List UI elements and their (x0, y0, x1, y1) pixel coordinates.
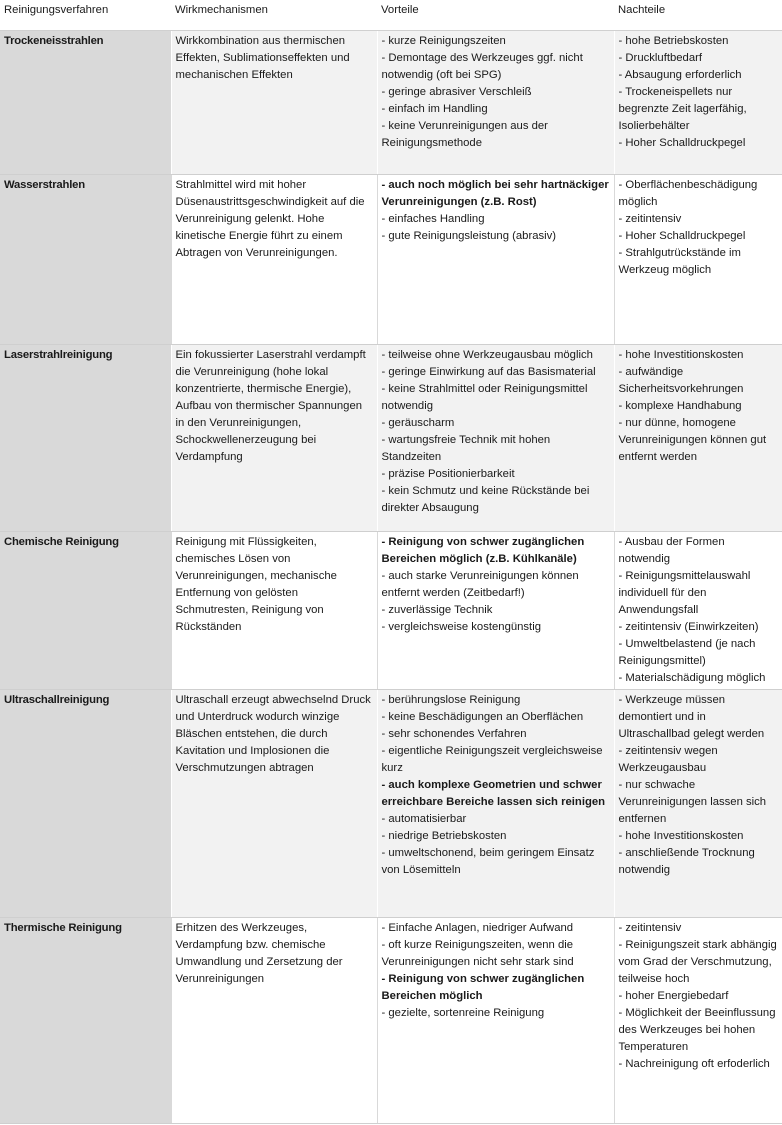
mechanism-cell: Erhitzen des Werkzeuges, Verdampfung bzw. chemische Umwandlung und Zersetzung der Verunreinigungen (171, 917, 377, 1123)
advantage-item: - automatisierbar (381, 812, 467, 825)
disadvantage-item: - Reinigungszeit stark abhängig vom Grad der Verschmutzung, teilweise hoch (618, 938, 777, 985)
disadvantage-item: - Reinigungsmittelauswahl individuell für den Anwendungsfall (618, 569, 751, 616)
disadvantage-item: - Druckluftbedarf (618, 51, 703, 64)
method-name: Trockeneisstrahlen (0, 30, 171, 174)
advantage-item: - eigentliche Reinigungszeit vergleichsweise kurz (381, 744, 603, 774)
advantage-item: - keine Strahlmittel oder Reinigungsmittel notwendig (381, 382, 588, 412)
method-name: Ultraschallreinigung (0, 689, 171, 917)
advantage-item: - einfaches Handling (381, 212, 485, 225)
table-row (0, 531, 782, 689)
advantages-cell (377, 689, 614, 917)
advantage-item: - umweltschonend, beim geringem Einsatz von Lösemitteln (381, 846, 595, 876)
advantage-item: - Reinigung von schwer zugänglichen Bereichen möglich (z.B. Kühlkanäle) (381, 535, 585, 565)
mechanism-cell: Reinigung mit Flüssigkeiten, chemisches Lösen von Verunreinigungen, mechanische Entfernung von gelösten Schmutresten, Reinigung von Rückständen (171, 531, 377, 689)
disadvantages-cell (614, 531, 782, 689)
method-name: Chemische Reinigung (0, 531, 171, 689)
advantage-item: - auch noch möglich bei sehr hartnäckiger Verunreinigungen (z.B. Rost) (381, 178, 609, 208)
disadvantage-item: - Möglichkeit der Beeinflussung des Werkzeuges bei hohen Temperaturen (618, 1006, 776, 1053)
table-row (0, 917, 782, 1123)
disadvantages-cell (614, 30, 782, 174)
mechanism-cell: Ein fokussierter Laserstrahl verdampft die Verunreinigung (hohe lokal konzentrierte, thermische Energie), Aufbau von thermischer Spannungen in den Verunreinigungen, Schockwellenerzeugung bei Verdampfung (171, 344, 377, 531)
disadvantage-item: - hohe Investitionskosten (618, 348, 744, 361)
disadvantages-cell (614, 689, 782, 917)
disadvantage-item: - zeitintensiv (Einwirkzeiten) (618, 620, 759, 633)
disadvantages-cell (614, 917, 782, 1123)
disadvantage-item: - nur dünne, homogene Verunreinigungen können gut entfernt werden (618, 416, 767, 463)
advantage-item: - keine Verunreinigungen aus der Reinigungsmethode (381, 119, 548, 149)
disadvantage-item: - Werkzeuge müssen demontiert und in Ultraschallbad gelegt werden (618, 693, 765, 740)
advantage-item: - präzise Positionierbarkeit (381, 467, 515, 480)
advantage-item: - wartungsfreie Technik mit hohen Standzeiten (381, 433, 551, 463)
table-row (0, 174, 782, 344)
mechanism-cell: Strahlmittel wird mit hoher Düsenaustrittsgeschwindigkeit auf die Verunreinigung gelenkt. Hohe kinetische Energie führt zu einem Abtragen von Verunreinigungen. (171, 174, 377, 344)
header-mechanism: Wirkmechanismen (171, 0, 377, 30)
disadvantage-item: - zeitintensiv wegen Werkzeugausbau (618, 744, 718, 774)
disadvantage-item: - zeitintensiv (618, 921, 682, 934)
header-disadvantages: Nachteile (614, 0, 782, 30)
disadvantage-item: - aufwändige Sicherheitsvorkehrungen (618, 365, 744, 395)
disadvantage-item: - Hoher Schalldruckpegel (618, 136, 746, 149)
header-method: Reinigungsverfahren (0, 0, 171, 30)
disadvantage-item: - Umweltbelastend (je nach Reinigungsmittel) (618, 637, 756, 667)
method-name: Thermische Reinigung (0, 917, 171, 1123)
advantage-item: - Einfache Anlagen, niedriger Aufwand (381, 921, 574, 934)
disadvantage-item: - Oberflächenbeschädigung möglich (618, 178, 758, 208)
disadvantage-item: - Materialschädigung möglich (618, 671, 766, 684)
advantage-item: - kein Schmutz und keine Rückstände bei direkter Absaugung (381, 484, 590, 514)
advantage-item: - keine Beschädigungen an Oberflächen (381, 710, 584, 723)
advantage-item: - einfach im Handling (381, 102, 488, 115)
mechanism-cell: Wirkkombination aus thermischen Effekten, Sublimationseffekten und mechanischen Effekten (171, 30, 377, 174)
disadvantages-cell (614, 174, 782, 344)
disadvantage-item: - anschließende Trocknung notwendig (618, 846, 755, 876)
advantage-item: - auch starke Verunreinigungen können entfernt werden (Zeitbedarf!) (381, 569, 579, 599)
disadvantage-item: - Absaugung erforderlich (618, 68, 742, 81)
advantage-item: - niedrige Betriebskosten (381, 829, 507, 842)
disadvantage-item: - komplexe Handhabung (618, 399, 742, 412)
table-row (0, 689, 782, 917)
disadvantages-cell (614, 344, 782, 531)
advantage-item: - Demontage des Werkzeuges ggf. nicht notwendig (oft bei SPG) (381, 51, 583, 81)
mechanism-cell: Ultraschall erzeugt abwechselnd Druck und Unterdruck wodurch winzige Bläschen entstehen, die durch Kavitation und Implosionen die Verschmutzungen abtragen (171, 689, 377, 917)
advantage-item: - sehr schonendes Verfahren (381, 727, 527, 740)
advantage-item: - vergleichsweise kostengünstig (381, 620, 541, 633)
advantage-item: - oft kurze Reinigungszeiten, wenn die Verunreinigungen nicht sehr stark sind (381, 938, 574, 968)
advantage-item: - gute Reinigungsleistung (abrasiv) (381, 229, 557, 242)
disadvantage-item: - Nachreinigung oft erfoderlich (618, 1057, 770, 1070)
header-row (0, 0, 782, 30)
advantage-item: - zuverlässige Technik (381, 603, 493, 616)
advantages-cell (377, 917, 614, 1123)
table-row (0, 30, 782, 174)
advantage-item: - teilweise ohne Werkzeugausbau möglich (381, 348, 593, 361)
advantage-item: - Reinigung von schwer zugänglichen Bereichen möglich (381, 972, 585, 1002)
advantages-cell (377, 30, 614, 174)
advantage-item: - berührungslose Reinigung (381, 693, 521, 706)
disadvantage-item: - hohe Betriebskosten (618, 34, 729, 47)
table-row (0, 344, 782, 531)
advantage-item: - geringe Einwirkung auf das Basismaterial (381, 365, 596, 378)
advantages-cell (377, 531, 614, 689)
disadvantage-item: - zeitintensiv (618, 212, 682, 225)
advantage-item: - geräuscharm (381, 416, 455, 429)
advantages-cell (377, 344, 614, 531)
advantage-item: - kurze Reinigungszeiten (381, 34, 506, 47)
advantage-item: - gezielte, sortenreine Reinigung (381, 1006, 545, 1019)
method-name: Wasserstrahlen (0, 174, 171, 344)
disadvantage-item: - Strahlgutrückstände im Werkzeug möglich (618, 246, 741, 276)
disadvantage-item: - nur schwache Verunreinigungen lassen sich entfernen (618, 778, 767, 825)
header-advantages: Vorteile (377, 0, 614, 30)
advantages-cell (377, 174, 614, 344)
disadvantage-item: - hohe Investitionskosten (618, 829, 744, 842)
disadvantage-item: - Ausbau der Formen notwendig (618, 535, 725, 565)
disadvantage-item: - Trockeneispellets nur begrenzte Zeit lagerfähig, Isolierbehälter (618, 85, 747, 132)
advantage-item: - auch komplexe Geometrien und schwer erreichbare Bereiche lassen sich reinigen (381, 778, 606, 808)
method-name: Laserstrahlreinigung (0, 344, 171, 531)
advantage-item: - geringe abrasiver Verschleiß (381, 85, 532, 98)
disadvantage-item: - Hoher Schalldruckpegel (618, 229, 746, 242)
disadvantage-item: - hoher Energiebedarf (618, 989, 729, 1002)
